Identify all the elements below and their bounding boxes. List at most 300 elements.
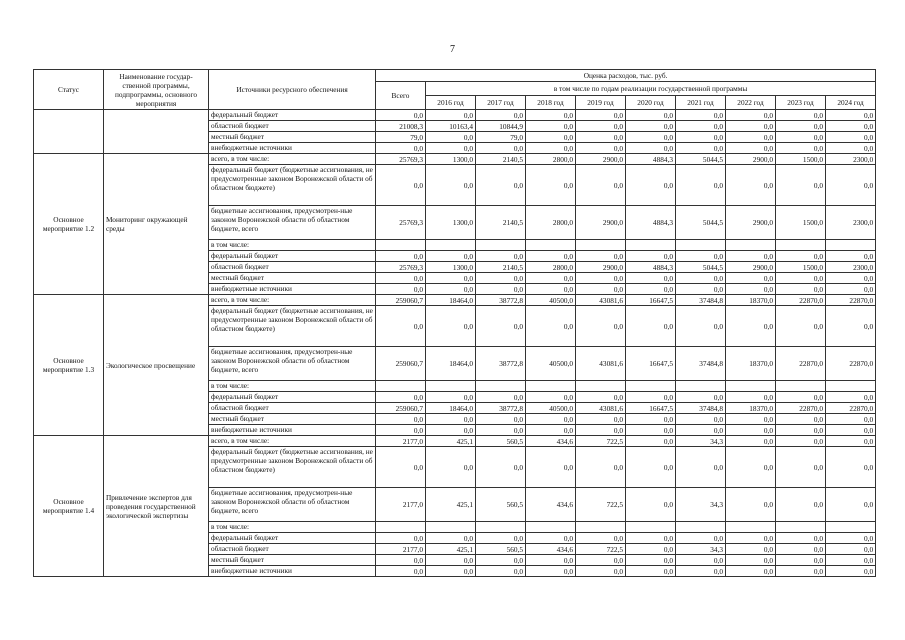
value-cell <box>676 240 726 251</box>
value-cell: 0,0 <box>526 273 576 284</box>
value-cell: 5044,5 <box>676 262 726 273</box>
value-cell: 0,0 <box>426 447 476 488</box>
value-cell: 0,0 <box>626 533 676 544</box>
value-cell: 0,0 <box>726 488 776 522</box>
source-cell: бюджетные ассигнования, предусмотрен-ные законом Воронежской области об областном бюджете, всего <box>209 347 376 381</box>
value-cell: 0,0 <box>476 414 526 425</box>
value-cell: 0,0 <box>626 132 676 143</box>
value-cell: 0,0 <box>626 555 676 566</box>
source-cell: федеральный бюджет (бюджетные ассигнования, не предусмотренные законом Воронежской области об областном бюджете) <box>209 306 376 347</box>
value-cell: 0,0 <box>576 251 626 262</box>
source-cell: федеральный бюджет <box>209 533 376 544</box>
value-cell: 0,0 <box>426 143 476 154</box>
source-cell: внебюджетные источники <box>209 143 376 154</box>
value-cell: 0,0 <box>626 447 676 488</box>
value-cell: 2140,5 <box>476 262 526 273</box>
value-cell: 2300,0 <box>826 262 876 273</box>
value-cell: 18464,0 <box>426 295 476 306</box>
value-cell: 0,0 <box>526 414 576 425</box>
value-cell: 18464,0 <box>426 403 476 414</box>
value-cell <box>626 381 676 392</box>
value-cell: 4884,3 <box>626 206 676 240</box>
value-cell: 0,0 <box>376 251 426 262</box>
value-cell: 0,0 <box>776 555 826 566</box>
value-cell: 2800,0 <box>526 262 576 273</box>
value-cell: 40500,0 <box>526 295 576 306</box>
value-cell: 0,0 <box>626 414 676 425</box>
value-cell: 2800,0 <box>526 154 576 165</box>
value-cell: 4884,3 <box>626 154 676 165</box>
value-cell: 0,0 <box>526 392 576 403</box>
value-cell: 0,0 <box>676 533 726 544</box>
value-cell <box>726 381 776 392</box>
value-cell: 25769,3 <box>376 154 426 165</box>
value-cell: 0,0 <box>526 566 576 577</box>
value-cell: 22870,0 <box>776 403 826 414</box>
value-cell: 4884,3 <box>626 262 676 273</box>
value-cell: 0,0 <box>726 132 776 143</box>
value-cell: 0,0 <box>426 566 476 577</box>
value-cell <box>576 381 626 392</box>
value-cell: 0,0 <box>576 143 626 154</box>
value-cell: 259060,7 <box>376 403 426 414</box>
header-year: 2024 год <box>826 96 876 110</box>
value-cell: 16647,5 <box>626 295 676 306</box>
value-cell: 25769,3 <box>376 206 426 240</box>
value-cell: 0,0 <box>776 425 826 436</box>
header-program-name: Наименование государ-ственной программы, подпрограммы, основного мероприятия <box>104 70 209 110</box>
value-cell: 0,0 <box>626 273 676 284</box>
source-cell: местный бюджет <box>209 555 376 566</box>
value-cell: 38772,8 <box>476 347 526 381</box>
value-cell: 0,0 <box>576 555 626 566</box>
value-cell: 425,1 <box>426 436 476 447</box>
value-cell: 22870,0 <box>826 347 876 381</box>
value-cell: 0,0 <box>426 132 476 143</box>
header-year: 2023 год <box>776 96 826 110</box>
value-cell: 0,0 <box>576 392 626 403</box>
value-cell: 2300,0 <box>826 154 876 165</box>
header-year: 2021 год <box>676 96 726 110</box>
source-cell: областной бюджет <box>209 403 376 414</box>
value-cell: 1500,0 <box>776 262 826 273</box>
value-cell: 434,6 <box>526 544 576 555</box>
page-number: 7 <box>450 44 455 55</box>
value-cell: 0,0 <box>726 165 776 206</box>
value-cell: 1500,0 <box>776 154 826 165</box>
value-cell: 0,0 <box>776 414 826 425</box>
value-cell: 0,0 <box>626 121 676 132</box>
header-status: Статус <box>34 70 104 110</box>
value-cell: 0,0 <box>476 306 526 347</box>
value-cell <box>526 381 576 392</box>
source-cell: всего, в том числе: <box>209 295 376 306</box>
value-cell: 0,0 <box>376 392 426 403</box>
value-cell: 0,0 <box>476 273 526 284</box>
source-cell: федеральный бюджет <box>209 251 376 262</box>
value-cell: 0,0 <box>476 392 526 403</box>
value-cell: 2177,0 <box>376 436 426 447</box>
value-cell: 0,0 <box>776 284 826 295</box>
status-cell: Основное мероприятие 1.3 <box>34 295 104 436</box>
name-cell <box>104 110 209 154</box>
value-cell: 22870,0 <box>776 347 826 381</box>
value-cell: 0,0 <box>376 566 426 577</box>
header-by-years: в том числе по годам реализации государственной программы <box>426 82 876 96</box>
value-cell: 0,0 <box>626 110 676 121</box>
source-cell: федеральный бюджет (бюджетные ассигнования, не предусмотренные законом Воронежской области об областном бюджете) <box>209 165 376 206</box>
value-cell <box>426 381 476 392</box>
name-cell: Привлечение экспертов для проведения государственной экологической экспертизы <box>104 436 209 577</box>
value-cell: 0,0 <box>626 165 676 206</box>
value-cell <box>776 522 826 533</box>
value-cell: 0,0 <box>826 121 876 132</box>
value-cell: 0,0 <box>476 284 526 295</box>
header-total: Всего <box>376 82 426 110</box>
source-cell: бюджетные ассигнования, предусмотрен-ные законом Воронежской области об областном бюджете, всего <box>209 488 376 522</box>
value-cell: 259060,7 <box>376 295 426 306</box>
value-cell: 0,0 <box>576 284 626 295</box>
value-cell: 0,0 <box>726 143 776 154</box>
value-cell <box>426 240 476 251</box>
header-cost-estimate: Оценка расходов, тыс. руб. <box>376 70 876 82</box>
table-row <box>34 154 876 165</box>
value-cell: 18370,0 <box>726 403 776 414</box>
header-year: 2018 год <box>526 96 576 110</box>
source-cell: федеральный бюджет <box>209 392 376 403</box>
name-cell: Мониторинг окружающей среды <box>104 154 209 295</box>
value-cell <box>526 522 576 533</box>
value-cell: 2900,0 <box>576 206 626 240</box>
source-cell: местный бюджет <box>209 273 376 284</box>
source-cell: всего, в том числе: <box>209 154 376 165</box>
value-cell: 0,0 <box>676 284 726 295</box>
value-cell: 0,0 <box>826 436 876 447</box>
source-cell: областной бюджет <box>209 262 376 273</box>
value-cell: 0,0 <box>426 533 476 544</box>
value-cell: 0,0 <box>776 566 826 577</box>
value-cell: 0,0 <box>776 110 826 121</box>
value-cell: 0,0 <box>776 132 826 143</box>
value-cell: 0,0 <box>526 425 576 436</box>
value-cell: 0,0 <box>426 425 476 436</box>
value-cell: 0,0 <box>426 392 476 403</box>
source-cell: областной бюджет <box>209 544 376 555</box>
value-cell: 0,0 <box>826 284 876 295</box>
value-cell: 0,0 <box>476 566 526 577</box>
value-cell: 0,0 <box>776 392 826 403</box>
value-cell: 0,0 <box>776 544 826 555</box>
value-cell: 0,0 <box>426 110 476 121</box>
value-cell <box>576 240 626 251</box>
value-cell: 0,0 <box>626 143 676 154</box>
value-cell: 0,0 <box>576 273 626 284</box>
value-cell: 2900,0 <box>576 262 626 273</box>
value-cell: 0,0 <box>426 251 476 262</box>
value-cell: 0,0 <box>826 306 876 347</box>
value-cell: 0,0 <box>626 436 676 447</box>
value-cell: 22870,0 <box>826 295 876 306</box>
header-year: 2017 год <box>476 96 526 110</box>
value-cell: 18370,0 <box>726 295 776 306</box>
value-cell: 0,0 <box>826 143 876 154</box>
value-cell: 0,0 <box>776 273 826 284</box>
table-row <box>34 295 876 306</box>
value-cell: 0,0 <box>376 533 426 544</box>
header-funding-sources: Источники ресурсного обеспечения <box>209 70 376 110</box>
value-cell: 0,0 <box>526 306 576 347</box>
value-cell: 0,0 <box>376 447 426 488</box>
value-cell: 0,0 <box>576 566 626 577</box>
value-cell <box>826 522 876 533</box>
value-cell: 0,0 <box>576 447 626 488</box>
value-cell: 0,0 <box>426 414 476 425</box>
value-cell: 0,0 <box>826 110 876 121</box>
source-cell: внебюджетные источники <box>209 566 376 577</box>
value-cell: 0,0 <box>626 544 676 555</box>
value-cell: 79,0 <box>476 132 526 143</box>
value-cell: 2900,0 <box>576 154 626 165</box>
value-cell <box>826 381 876 392</box>
source-cell: федеральный бюджет (бюджетные ассигнования, не предусмотренные законом Воронежской области об областном бюджете) <box>209 447 376 488</box>
value-cell: 0,0 <box>476 533 526 544</box>
value-cell: 0,0 <box>526 533 576 544</box>
value-cell: 0,0 <box>826 165 876 206</box>
value-cell <box>726 522 776 533</box>
value-cell: 0,0 <box>826 132 876 143</box>
value-cell: 1300,0 <box>426 262 476 273</box>
value-cell: 0,0 <box>676 165 726 206</box>
value-cell: 22870,0 <box>776 295 826 306</box>
value-cell: 425,1 <box>426 488 476 522</box>
status-cell <box>34 110 104 154</box>
value-cell <box>726 240 776 251</box>
value-cell: 38772,8 <box>476 295 526 306</box>
value-cell: 2900,0 <box>726 262 776 273</box>
value-cell: 0,0 <box>426 306 476 347</box>
value-cell: 0,0 <box>576 414 626 425</box>
value-cell: 1500,0 <box>776 206 826 240</box>
value-cell: 2177,0 <box>376 544 426 555</box>
value-cell: 40500,0 <box>526 403 576 414</box>
value-cell: 0,0 <box>576 132 626 143</box>
value-cell: 0,0 <box>676 121 726 132</box>
value-cell: 0,0 <box>726 392 776 403</box>
value-cell: 1300,0 <box>426 154 476 165</box>
value-cell: 2900,0 <box>726 206 776 240</box>
value-cell: 0,0 <box>776 121 826 132</box>
value-cell: 0,0 <box>826 425 876 436</box>
value-cell <box>476 522 526 533</box>
value-cell: 0,0 <box>676 555 726 566</box>
value-cell: 16647,5 <box>626 347 676 381</box>
value-cell: 22870,0 <box>826 403 876 414</box>
value-cell: 0,0 <box>426 555 476 566</box>
value-cell <box>576 522 626 533</box>
value-cell: 0,0 <box>776 488 826 522</box>
value-cell: 0,0 <box>376 273 426 284</box>
value-cell: 0,0 <box>576 533 626 544</box>
source-cell: всего, в том числе: <box>209 436 376 447</box>
source-cell: местный бюджет <box>209 132 376 143</box>
value-cell: 43081,6 <box>576 403 626 414</box>
value-cell: 0,0 <box>426 273 476 284</box>
value-cell: 43081,6 <box>576 347 626 381</box>
value-cell: 0,0 <box>626 566 676 577</box>
value-cell: 0,0 <box>726 425 776 436</box>
value-cell: 38772,8 <box>476 403 526 414</box>
table-row <box>34 436 876 447</box>
value-cell <box>776 240 826 251</box>
value-cell: 0,0 <box>476 251 526 262</box>
value-cell <box>376 522 426 533</box>
value-cell: 0,0 <box>776 251 826 262</box>
source-cell: внебюджетные источники <box>209 425 376 436</box>
value-cell: 0,0 <box>526 121 576 132</box>
value-cell: 10844,9 <box>476 121 526 132</box>
value-cell: 0,0 <box>776 436 826 447</box>
value-cell: 0,0 <box>626 488 676 522</box>
value-cell: 0,0 <box>726 110 776 121</box>
value-cell: 0,0 <box>576 165 626 206</box>
value-cell: 0,0 <box>576 306 626 347</box>
value-cell: 0,0 <box>726 121 776 132</box>
value-cell: 0,0 <box>476 447 526 488</box>
value-cell: 2800,0 <box>526 206 576 240</box>
value-cell: 0,0 <box>676 392 726 403</box>
value-cell: 0,0 <box>626 251 676 262</box>
source-cell: в том числе: <box>209 240 376 251</box>
value-cell: 1300,0 <box>426 206 476 240</box>
value-cell: 0,0 <box>526 143 576 154</box>
value-cell <box>376 381 426 392</box>
value-cell: 0,0 <box>676 110 726 121</box>
value-cell: 0,0 <box>376 165 426 206</box>
status-cell: Основное мероприятие 1.4 <box>34 436 104 577</box>
value-cell: 0,0 <box>526 132 576 143</box>
name-cell: Экологическое просвещение <box>104 295 209 436</box>
value-cell <box>426 522 476 533</box>
value-cell: 5044,5 <box>676 206 726 240</box>
value-cell: 0,0 <box>476 555 526 566</box>
value-cell: 0,0 <box>526 555 576 566</box>
value-cell: 16647,5 <box>626 403 676 414</box>
source-cell: в том числе: <box>209 522 376 533</box>
value-cell: 0,0 <box>726 273 776 284</box>
value-cell: 0,0 <box>376 425 426 436</box>
value-cell: 0,0 <box>726 251 776 262</box>
value-cell: 40500,0 <box>526 347 576 381</box>
value-cell: 0,0 <box>626 284 676 295</box>
value-cell: 0,0 <box>576 110 626 121</box>
value-cell: 0,0 <box>376 306 426 347</box>
value-cell <box>526 240 576 251</box>
value-cell: 0,0 <box>676 425 726 436</box>
table-row <box>34 110 876 121</box>
budget-table <box>33 69 876 577</box>
value-cell: 0,0 <box>676 447 726 488</box>
value-cell: 0,0 <box>826 273 876 284</box>
value-cell <box>626 522 676 533</box>
value-cell: 0,0 <box>626 392 676 403</box>
value-cell <box>776 381 826 392</box>
value-cell: 0,0 <box>826 533 876 544</box>
value-cell: 0,0 <box>626 425 676 436</box>
value-cell: 0,0 <box>826 392 876 403</box>
value-cell: 0,0 <box>376 284 426 295</box>
value-cell: 2140,5 <box>476 154 526 165</box>
value-cell: 0,0 <box>726 566 776 577</box>
value-cell <box>826 240 876 251</box>
value-cell <box>676 522 726 533</box>
value-cell: 0,0 <box>826 544 876 555</box>
header-year: 2016 год <box>426 96 476 110</box>
value-cell: 43081,6 <box>576 295 626 306</box>
value-cell <box>626 240 676 251</box>
value-cell: 0,0 <box>576 425 626 436</box>
value-cell: 0,0 <box>576 121 626 132</box>
value-cell: 34,3 <box>676 436 726 447</box>
source-cell: местный бюджет <box>209 414 376 425</box>
value-cell: 0,0 <box>826 251 876 262</box>
value-cell: 0,0 <box>776 447 826 488</box>
value-cell: 2900,0 <box>726 154 776 165</box>
value-cell: 0,0 <box>526 284 576 295</box>
source-cell: федеральный бюджет <box>209 110 376 121</box>
source-cell: в том числе: <box>209 381 376 392</box>
value-cell: 5044,5 <box>676 154 726 165</box>
value-cell <box>676 381 726 392</box>
value-cell: 0,0 <box>776 165 826 206</box>
source-cell: бюджетные ассигнования, предусмотрен-ные законом Воронежской области об областном бюджете, всего <box>209 206 376 240</box>
value-cell: 722,5 <box>576 488 626 522</box>
value-cell: 21008,3 <box>376 121 426 132</box>
value-cell: 18370,0 <box>726 347 776 381</box>
value-cell: 0,0 <box>376 110 426 121</box>
value-cell: 722,5 <box>576 436 626 447</box>
value-cell <box>376 240 426 251</box>
value-cell: 0,0 <box>426 165 476 206</box>
value-cell: 0,0 <box>726 284 776 295</box>
value-cell: 79,0 <box>376 132 426 143</box>
value-cell: 0,0 <box>526 110 576 121</box>
value-cell: 0,0 <box>526 447 576 488</box>
value-cell: 0,0 <box>826 566 876 577</box>
value-cell: 0,0 <box>826 488 876 522</box>
value-cell: 0,0 <box>476 143 526 154</box>
value-cell: 0,0 <box>676 143 726 154</box>
value-cell: 0,0 <box>676 273 726 284</box>
value-cell: 0,0 <box>376 143 426 154</box>
value-cell: 0,0 <box>476 425 526 436</box>
value-cell: 0,0 <box>476 110 526 121</box>
value-cell: 259060,7 <box>376 347 426 381</box>
value-cell: 0,0 <box>726 436 776 447</box>
status-cell: Основное мероприятие 1.2 <box>34 154 104 295</box>
value-cell: 37484,8 <box>676 295 726 306</box>
value-cell: 0,0 <box>526 251 576 262</box>
value-cell: 0,0 <box>776 533 826 544</box>
value-cell: 0,0 <box>726 447 776 488</box>
value-cell: 2177,0 <box>376 488 426 522</box>
value-cell: 0,0 <box>376 555 426 566</box>
value-cell: 0,0 <box>376 414 426 425</box>
value-cell: 10163,4 <box>426 121 476 132</box>
header-year: 2019 год <box>576 96 626 110</box>
value-cell: 0,0 <box>726 414 776 425</box>
value-cell: 0,0 <box>776 306 826 347</box>
value-cell: 434,6 <box>526 436 576 447</box>
